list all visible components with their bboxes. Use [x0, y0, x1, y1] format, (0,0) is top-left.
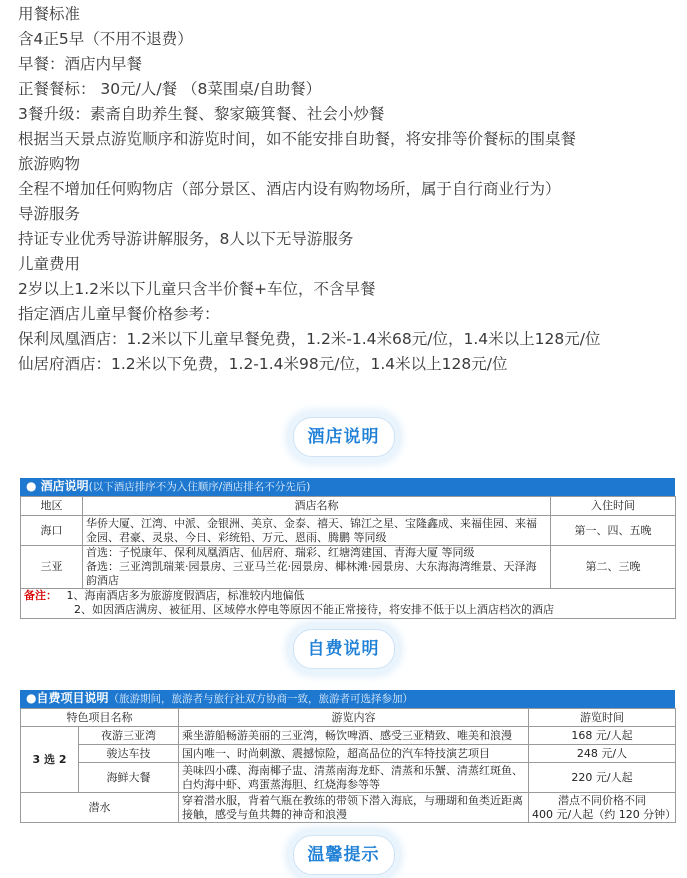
hotels-cell: 首选：子悦康年、保利凤凰酒店、仙居府、瑞彩、红塘湾建国、青海大厦 等同级 备选：三亚湾凯瑞莱·园景房、三亚马兰花·园景房、椰林滩·园景房、大东海海湾维景、天泽海韵酒店: [83, 546, 551, 589]
tips-section-title: [0, 835, 687, 875]
hotel-title-pill: 酒店说明: [293, 417, 395, 457]
optional-info-bar: [20, 690, 675, 708]
hotels-cell: 华侨大厦、江湾、中派、金银洲、美京、金泰、禧天、锦江之星、宝隆鑫成、来福佳园、来福金园、君豪、灵泉、今日、彩统铅、万元、恩雨、腾鹏 等同级: [83, 516, 551, 546]
tips-title-pill: 温馨提示: [293, 835, 395, 875]
table-row: [21, 793, 676, 823]
intro-line: 含4正5早（不用不退费）: [18, 30, 193, 48]
intro-line: 用餐标准: [18, 5, 81, 23]
hotel-section-title: [0, 417, 687, 457]
intro-line: 指定酒店儿童早餐价格参考：: [18, 305, 220, 323]
header-region: 地区: [21, 497, 83, 516]
item-price: 248 元/人: [529, 745, 676, 763]
item-name: 潜水: [21, 793, 179, 823]
nights-cell: 第二、三晚: [551, 546, 676, 589]
intro-line: 持证专业优秀导游讲解服务，8人以下无导游服务: [18, 230, 354, 248]
item-content: 穿着潜水服，背着气瓶在教练的带领下潜入海底，与珊瑚和鱼类近距离接触，感受与鱼共舞的神奇和浪漫: [179, 793, 529, 823]
intro-line: 3餐升级：素斋自助养生餐、黎家簸箕餐、社会小炒餐: [18, 105, 385, 123]
table-header-row: [21, 709, 676, 727]
header-item-name: 特色项目名称: [21, 709, 179, 727]
table-row: [21, 516, 676, 546]
nights-cell: 第一、四、五晚: [551, 516, 676, 546]
table-row: [21, 763, 676, 793]
intro-line: 保利凤凰酒店：1.2米以下儿童早餐免费，1.2米-1.4米68元/位，1.4米以上128元/位: [18, 330, 601, 348]
table-header-row: [21, 497, 676, 516]
item-price: 220 元/人起: [529, 763, 676, 793]
header-hotel-name: 酒店名称: [83, 497, 551, 516]
hotel-bar-note: (以下酒店排序不为入住顺序/酒店排名不分先后): [88, 481, 311, 493]
item-content: 国内唯一、时尚刺激、震撼惊险，超高品位的汽车特技演艺项目: [179, 745, 529, 763]
intro-line: 导游服务: [18, 205, 81, 223]
note-1: 1、海南酒店多为旅游度假酒店，标准较内地偏低: [66, 589, 305, 602]
region-cell: 海口: [21, 516, 83, 546]
optional-table: [20, 708, 676, 823]
optional-title-pill: 自费说明: [293, 629, 395, 669]
optional-bar-note: （旅游期间，旅游者与旅行社双方协商一致，旅游者可选择参加）: [108, 693, 413, 705]
item-name: 夜游三亚湾: [79, 727, 179, 745]
header-nights: 入住时间: [551, 497, 676, 516]
hotel-bar-title: ● 酒店说明: [26, 479, 89, 493]
hotel-table: [20, 496, 676, 619]
notes-cell: [21, 589, 676, 619]
region-cell: 三亚: [21, 546, 83, 589]
notes-row: [21, 589, 676, 619]
item-price: 168 元/人起: [529, 727, 676, 745]
table-row: [21, 546, 676, 589]
item-content: 美味四小碟、海南椰子盅、清蒸南海龙虾、清蒸和乐蟹、清蒸红斑鱼、白灼海中虾、鸡蛋蒸海胆、红烧海参等等: [179, 763, 529, 793]
intro-line: 仙居府酒店：1.2米以下免费，1.2-1.4米98元/位，1.4米以上128元/位: [18, 355, 508, 373]
item-name: 骏达车技: [79, 745, 179, 763]
item-price: 潜点不同价格不同 400 元/人起（约 120 分钟）: [529, 793, 676, 823]
intro-line: 早餐：酒店内早餐: [18, 55, 143, 73]
intro-line: 根据当天景点游览顺序和游览时间，如不能安排自助餐，将安排等价餐标的围桌餐: [18, 130, 577, 148]
item-content: 乘坐游船畅游美丽的三亚湾，畅饮啤酒、感受三亚精致、唯美和浪漫: [179, 727, 529, 745]
optional-section-title: [0, 629, 687, 669]
intro-line: 儿童费用: [18, 255, 81, 273]
header-time: 游览时间: [529, 709, 676, 727]
table-row: [21, 727, 676, 745]
intro-line: 正餐餐标： 30元/人/餐 （8菜围桌/自助餐）: [18, 80, 322, 98]
note-2: 2、如因酒店满房、被征用、区域停水停电等原因不能正常接待，将安排不低于以上酒店档次的酒店: [74, 603, 554, 616]
optional-bar-title: ●自费项目说明: [26, 691, 109, 705]
header-content: 游览内容: [179, 709, 529, 727]
intro-text: [18, 2, 678, 377]
intro-line: 2岁以上1.2米以下儿童只含半价餐+车位，不含早餐: [18, 280, 376, 298]
hotel-info-bar: [20, 478, 675, 496]
group-label: 3 选 2: [21, 727, 79, 793]
note-label: 备注：: [24, 589, 57, 602]
item-name: 海鲜大餐: [79, 763, 179, 793]
table-row: [21, 745, 676, 763]
intro-line: 全程不增加任何购物店（部分景区、酒店内设有购物场所，属于自行商业行为）: [18, 180, 561, 198]
intro-line: 旅游购物: [18, 155, 81, 173]
